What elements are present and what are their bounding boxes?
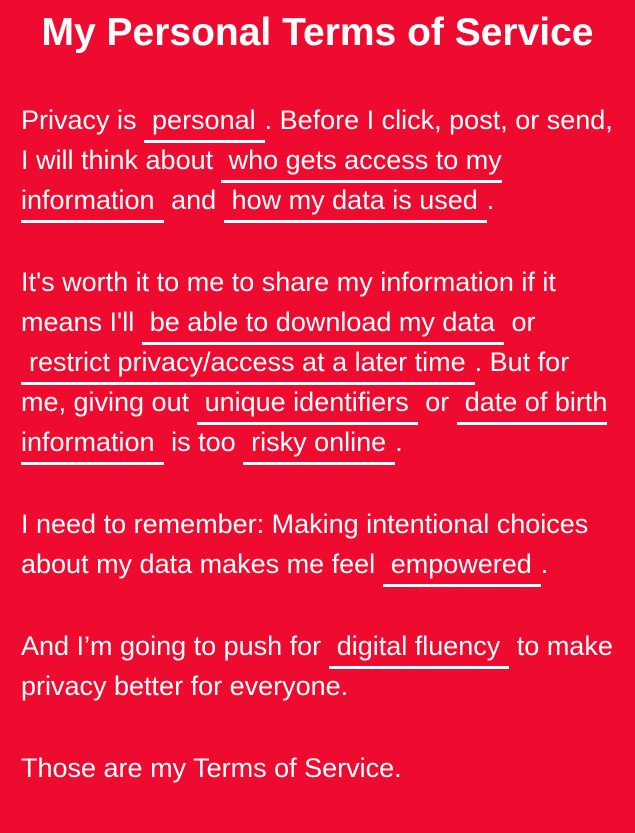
document-body	[0, 56, 635, 788]
text-segment: .	[395, 427, 403, 457]
paragraph	[21, 626, 614, 706]
text-segment: or	[503, 307, 536, 337]
text-segment: to make privacy better for everyone.	[21, 631, 613, 701]
text-segment: . But for me, giving out	[21, 347, 570, 417]
filled-blank: digital fluency	[329, 631, 510, 669]
filled-blank: risky online	[243, 427, 395, 465]
filled-blank: date of birth information	[21, 387, 607, 465]
paragraph	[21, 748, 614, 788]
paragraph	[21, 262, 614, 462]
filled-blank: empowered	[383, 549, 541, 587]
text-segment: It's worth it to me to share my information if it means I'll	[21, 267, 556, 337]
text-segment: Those are my Terms of Service.	[21, 753, 402, 783]
paragraph	[21, 504, 614, 584]
paragraph	[21, 100, 614, 220]
text-segment: .	[540, 549, 549, 579]
text-segment: is too	[163, 427, 244, 457]
filled-blank: how my data is used	[224, 185, 487, 223]
filled-blank: be able to download my data	[142, 307, 504, 345]
text-segment: And I’m going to push for	[21, 631, 329, 661]
filled-blank: restrict privacy/access at a later time	[21, 347, 475, 385]
text-segment: or	[417, 387, 457, 417]
text-segment: .	[486, 185, 495, 215]
text-segment: Privacy is	[21, 105, 145, 135]
filled-blank: personal	[144, 105, 265, 143]
filled-blank: unique identifiers	[197, 387, 418, 425]
text-segment: . Before I click, post, or send, I will think about	[21, 105, 613, 175]
filled-blank: who gets access to my information	[21, 145, 502, 223]
page-title: My Personal Terms of Service	[41, 11, 594, 54]
text-segment: I need to remember: Making intentional choices about my data makes me feel	[21, 509, 589, 579]
text-segment: and	[163, 185, 224, 215]
